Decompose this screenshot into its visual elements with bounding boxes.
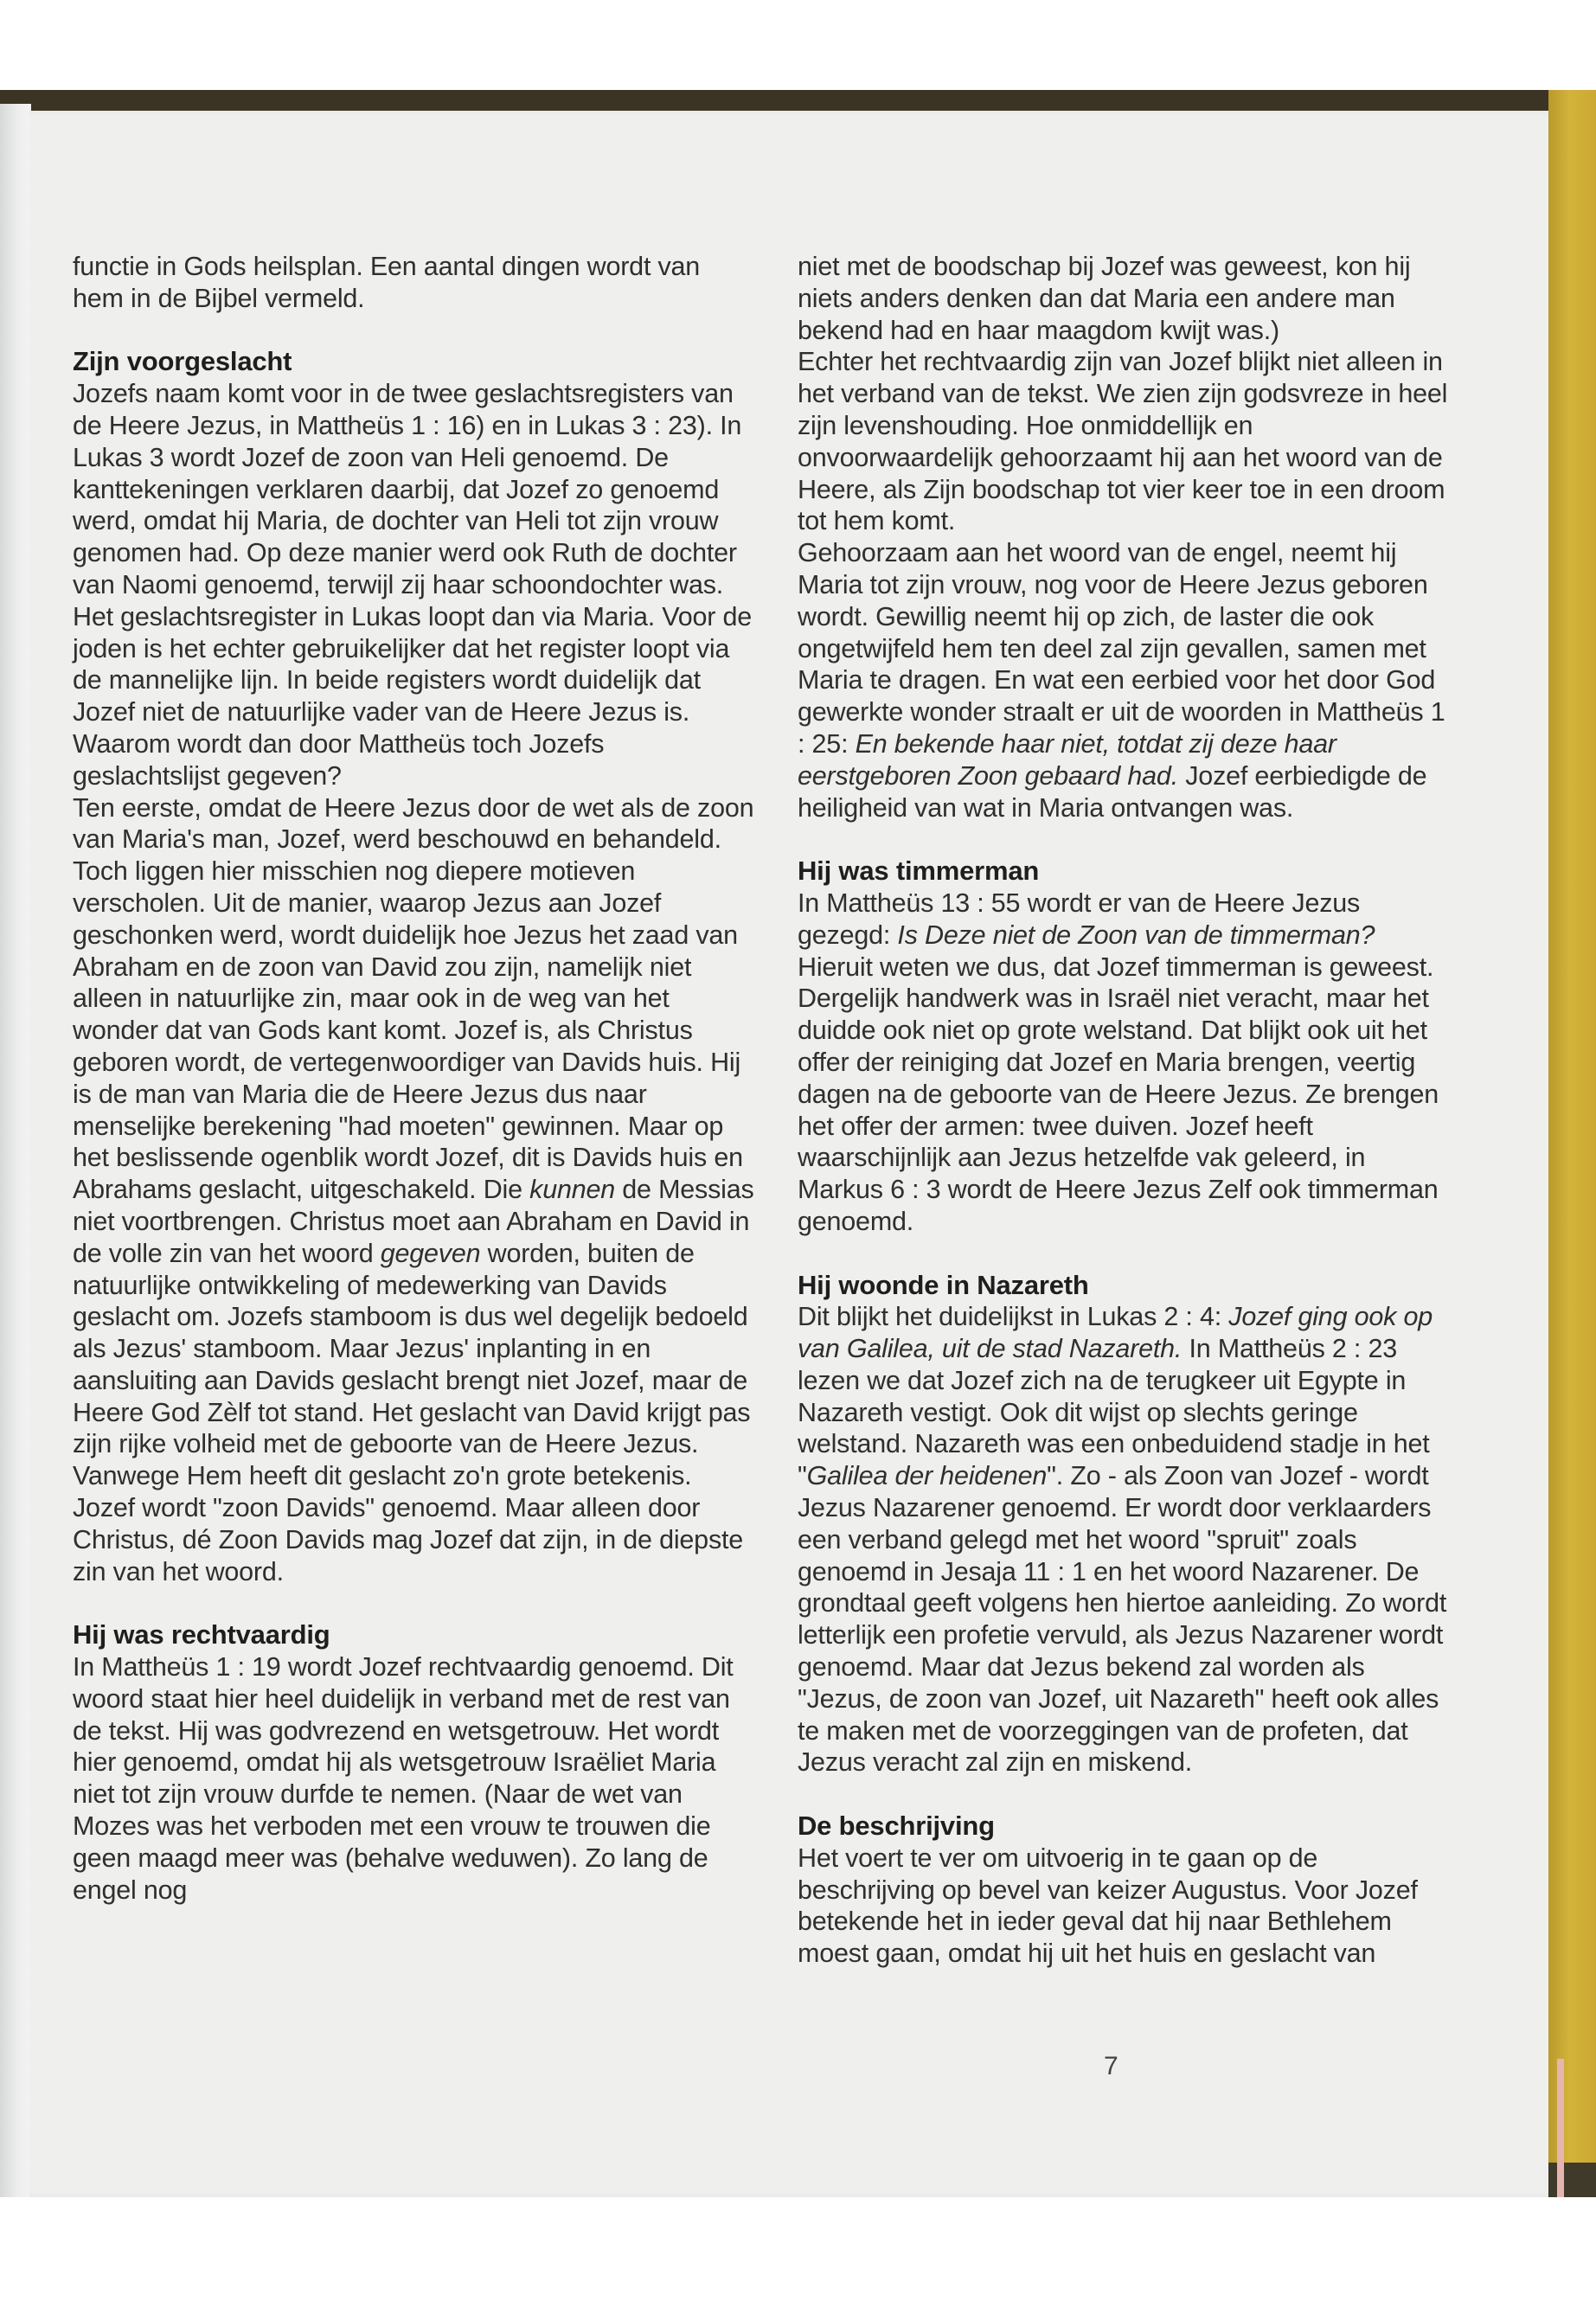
text-run: Toch liggen hier misschien nog diepere motieven verscholen. Uit de manier, waarop Jezus aan Jozef geschonken werd, wordt duidelijk hoe Jezus het zaad van Abraham en de zoon van David zou zijn, namelijk niet alleen in natuurlijke zin, maar ook in de weg van het wonder dat van Gods kant komt. Jozef is, als Christus geboren wordt, de vertegenwoordiger van Davids huis. Hij is de man van Maria die de Heere Jezus dus naar menselijke berekening "had moeten" gewinnen. Maar op het beslissende ogenblik wordt Jozef, dit is Davids huis en Abrahams geslacht, uitgeschakeld. Die (73, 856, 743, 1205)
text-run: worden, buiten de natuurlijke ontwikkeling of medewerking van Davids geslacht om. Jozefs stamboom is dus wel degelijk bedoeld als Jezus' stamboom. Maar Jezus' inplanting in en aansluiting aan Davids geslacht brengt niet Jozef, maar de Heere God Zèlf tot stand. Het geslacht van David krijgt pas zijn rijke volheid met de geboorte van de Heere Jezus. Vanwege Hem heeft dit geslacht zo'n grote betekenis. Jozef wordt "zoon Davids" genoemd. Maar alleen door Christus, dé Zoon Davids mag Jozef dat zijn, in de diepste zin van het woord. (73, 1238, 751, 1586)
paragraph: In Mattheüs 1 : 19 wordt Jozef rechtvaardig genoemd. Dit woord staat hier heel duidelijk in verband met de rest van de tekst. Hij was godvrezend en wetsgetrouw. Het wordt hier genoemd, omdat hij als wetsgetrouw Israëliet Maria niet tot zijn vrouw durfde te nemen. (Naar de wet van Mozes was het verboden met een vrouw te trouwen die geen maagd meer was (behalve weduwen). Zo lang de engel nog (73, 1652, 734, 1905)
text-run: Dit blijkt het duidelijkst in Lukas 2 : 4: (798, 1302, 1229, 1332)
italic-text: Jozef ging ook op van Galilea, uit de stad Nazareth. (798, 1302, 1433, 1364)
text-run: Hieruit weten we dus, dat Jozef timmerman is geweest. Dergelijk handwerk was in Israël niet veracht, maar het duidde ook niet op grote welstand. Dat blijkt ook uit het offer der reiniging dat Jozef en Maria brengen, veertig dagen na de geboorte van de Heere Jezus. Ze brengen het offer der armen: twee duiven. Jozef heeft waarschijnlijk aan Jezus hetzelfde vak geleerd, in Markus 6 : 3 wordt de Heere Jezus Zelf ook timmerman genoemd. (798, 952, 1439, 1236)
heading-rechtvaardig: Hij was rechtvaardig (73, 1619, 330, 1650)
paragraph: niet met de boodschap bij Jozef was geweest, kon hij niets anders denken dan dat Maria een andere man bekend had en haar maagdom kwijt was.) (798, 252, 1411, 345)
book-cover-corner (1548, 2163, 1596, 2201)
paragraph: Echter het rechtvaardig zijn van Jozef blijkt niet alleen in het verband van de tekst. We zien zijn godsvreze in heel zijn levenshouding. Hoe onmiddellijk en onvoorwaardelijk gehoorzaamt hij aan het woord van de Heere, als Zijn boodschap tot vier keer toe in een droom tot hem komt. (798, 347, 1448, 536)
book-cover-edge (1548, 90, 1596, 2201)
text-run: ". Zo - als Zoon van Jozef - wordt Jezus Nazarener genoemd. Er wordt door verklaarders een verband gelegd met het woord "spruit" zoals genoemd in Jesaja 11 : 1 en het woord Nazarener. De grondtaal geeft volgens hen hiertoe aanleiding. Zo wordt letterlijk een profetie vervuld, als Jezus Nazarener wordt genoemd. Maar dat Jezus bekend zal worden als "Jezus, de zoon van Jozef, uit Nazareth" heeft ook alles te maken met de voorzeggingen van de profeten, dat Jezus veracht zal zijn en miskend. (798, 1461, 1447, 1778)
text-run: In Mattheüs 2 : 23 lezen we dat Jozef zich na de terugkeer uit Egypte in Nazareth vestigt. Ook dit wijst op slechts geringe welstand. Nazareth was een onbeduidend stadje in het " (798, 1334, 1430, 1491)
italic-text: Is Deze niet de Zoon van de timmerman? (897, 920, 1375, 950)
paragraph (798, 537, 1455, 824)
text-run: In Mattheüs 13 : 55 wordt er van de Heere Jezus gezegd: (798, 888, 1361, 950)
book-spine (0, 104, 31, 2206)
page-number: 7 (1104, 2052, 1118, 2080)
heading-beschrijving: De beschrijving (798, 1811, 995, 1842)
left-column (73, 251, 756, 1906)
italic-text: En bekende haar niet, totdat zij deze haar eerstgeboren Zoon gebaard had. (798, 728, 1336, 791)
text-run: Gehoorzaam aan het woord van de engel, neemt hij Maria tot zijn vrouw, nog voor de Heere Jezus geboren wordt. Gewillig neemt hij op zich, de laster die ook ongetwijfeld hem ten deel zal zijn gevallen, samen met Maria te dragen. En wat een eerbied voor het door God gewerkte wonder straalt er uit de woorden in Mattheüs 1 : 25: (798, 538, 1445, 759)
text-run: Jozef eerbiedigde de heiligheid van wat in Maria ontvangen was. (798, 760, 1427, 823)
italic-text: gegeven (380, 1238, 481, 1268)
right-column (798, 251, 1455, 1970)
scan-margin-bottom (0, 2197, 1596, 2301)
italic-text: kunnen (529, 1175, 616, 1205)
italic-text: Galilea der heidenen (806, 1461, 1048, 1491)
heading-nazareth: Hij woonde in Nazareth (798, 1269, 1089, 1300)
paragraph: Ten eerste, omdat de Heere Jezus door de wet als de zoon van Maria's man, Jozef, werd beschouwd en behandeld. (73, 792, 754, 855)
page-edge (1557, 2059, 1564, 2197)
intro-paragraph: functie in Gods heilsplan. Een aantal dingen wordt van hem in de Bijbel vermeld. (73, 252, 701, 313)
paragraph (798, 888, 1455, 1238)
paragraph (73, 856, 756, 1587)
paragraph (798, 1301, 1455, 1779)
paragraph: Het voert te ver om uitvoerig in te gaan op de beschrijving op bevel van keizer Augustus. Voor Jozef betekende het in ieder geval dat hij naar Bethlehem moest gaan, omdat hij uit het huis en geslacht van (798, 1843, 1418, 1969)
heading-timmerman: Hij was timmerman (798, 856, 1040, 887)
heading-voorgeslacht: Zijn voorgeslacht (73, 346, 292, 377)
text-run: de Messias niet voortbrengen. Christus moet aan Abraham en David in de volle zin van het woord (73, 1175, 754, 1268)
paragraph: Jozefs naam komt voor in de twee geslachtsregisters van de Heere Jezus, in Mattheüs 1 : 16) en in Lukas 3 : 23). In Lukas 3 wordt Jozef de zoon van Heli genoemd. De kanttekeningen verklaren daarbij, dat Jozef zo genoemd werd, omdat hij Maria, de dochter van Heli tot zijn vrouw genomen had. Op deze manier werd ook Ruth de dochter van Naomi genoemd, terwijl zij haar schoondochter was. Het geslachtsregister in Lukas loopt dan via Maria. Voor de joden is het echter gebruikelijker dat het register loopt via de mannelijke lijn. In beide registers wordt duidelijk dat Jozef niet de natuurlijke vader van de Heere Jezus is. Waarom wordt dan door Mattheüs toch Jozefs geslachtslijst gegeven? (73, 379, 753, 791)
